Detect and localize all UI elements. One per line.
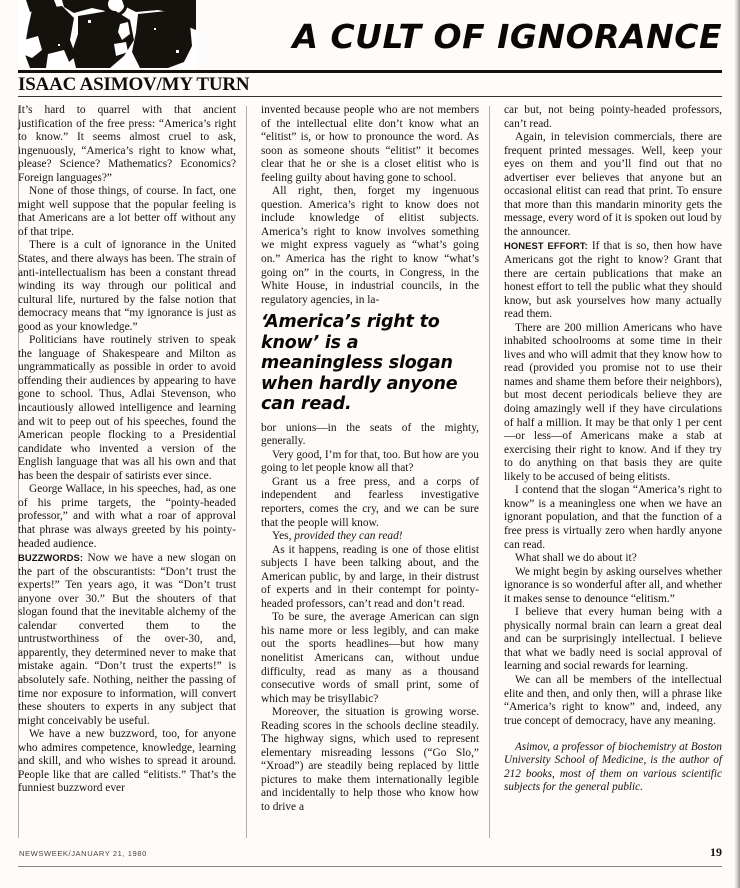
paragraph: It’s hard to quarrel with that ancient justification of the free press: “America’s right to know.” It seems almost cruel to ask, ingenuously, “America’s right to know what, please? Science? Mathematics? Economics? Foreign languages?” xyxy=(18,104,236,184)
paragraph: What shall we do about it? xyxy=(515,552,637,565)
text-column-1 xyxy=(18,104,236,844)
masthead-divider-top xyxy=(18,70,722,73)
paragraph: I believe that every human being with a physically normal brain can learn a great deal and can be surprisingly intellectual. I believe that what we badly need is social approval of learning and social rewards for learning. xyxy=(504,606,722,673)
paragraph: We have a new buzzword, too, for anyone who admires competence, knowledge, learning and skill, and who wishes to spread it around. People like that are called “elitists.” That’s the funniest buzzword ever xyxy=(18,728,236,795)
paragraph: Moreover, the situation is growing worse. Reading scores in the schools decline steadily. The highway signs, which used to represent elementary misreading lessons (“Go Slo,” “Xroad”) are steadily being replaced by little pictures to make them internationally legible and incidentally to help those who know how to drive a xyxy=(261,706,479,814)
column-3-paragraphs xyxy=(504,104,722,728)
paragraph: bor unions—in the seats of the mighty, generally. xyxy=(261,421,479,448)
paragraph: As it happens, reading is one of those elitist subjects I have been talking about, and the American public, by and large, in their distrust of experts and in their contempt for pointy-headed professors, can’t read and don’t read. xyxy=(261,543,479,610)
column-1-paragraphs xyxy=(18,104,236,796)
page-edge-shadow xyxy=(734,0,740,888)
page-number: 19 xyxy=(710,845,722,859)
paragraph: To be sure, the average American can sign his name more or less legibly, and can make out the sports headlines—but how many nonelitist Americans can, without undue difficulty, read as many as a thousand consecutive words of small print, some of which may be trisyllabic? xyxy=(261,611,479,705)
column-rule-2 xyxy=(489,106,490,838)
paragraph: None of those things, of course. In fact, one might well suppose that the popular feeling is that Americans are a lot better off without any of that tripe. xyxy=(18,185,236,238)
paragraph: Yes, provided they can read! xyxy=(272,530,403,543)
column-2-paragraphs-above-quote xyxy=(261,104,479,307)
paragraph: I contend that the slogan “America’s right to know” is a meaningless one when we have an ignorant population, and that the function of a free press is virtually zero when hardly anyone can read. xyxy=(504,484,722,551)
paragraph: BUZZWORDS: Now we have a new slogan on the part of the obscurantists: “Don’t trust the experts!” Ten years ago, it was “Don’t trust anyone over 30.” But the shouters of that slogan found that the inevitable alchemy of the calendar converted them to the untrustworthiness of the over-30, and, apparently, they determined never to make that mistake again. “Don’t trust the experts!” is absolutely safe. Nothing, neither the passing of time nor exposure to information, will convert these shouters to experts in any subject that might conceivably be useful. xyxy=(18,552,236,727)
paragraph: Politicians have routinely striven to speak the language of Shakespeare and Milton as ungrammatically as possible in order to avoid offending their audiences by appearing to have gone to school. Thus, Adlai Stevenson, who incautiously allowed intelligence and learning and wit to peep out of his speeches, found the American people flocking to a Presidential candidate who invented a version of the English language that was all his own and that has been the despair of satirists ever since. xyxy=(18,334,236,482)
paragraph: We might begin by asking ourselves whether ignorance is so wonderful after all, and whether it makes sense to denounce “elitism.” xyxy=(504,565,722,605)
article-body xyxy=(18,104,722,844)
column-2-paragraphs-below-quote xyxy=(261,422,479,815)
paragraph-leadin: BUZZWORDS: xyxy=(18,552,84,564)
paragraph: There are 200 million Americans who have inhabited schoolrooms at some time in their lives and who will admit that they know how to read (provided you promise not to use their names and shame them before their neighbors), but most decent periodicals believe they are doing amazingly well if they have circulations of half a million. It may be that only 1 per cent—or less—of Americans make a stab at exercising their right to know. And if they try to do anything on that basis they are quite likely to be accused of being elitists. xyxy=(504,321,722,483)
pull-quote: ‘America’s right to know’ is a meaningless slogan when hardly anyone can read. xyxy=(261,312,458,415)
paragraph: All right, then, forget my ingenuous question. America’s right to know does not include knowledge of elitist subjects. America’s right to know involves something we might express vaguely as “what’s going on.” America has the right to know “what’s going on” in the courts, in Congress, in the White House, in industrial councils, in the regulatory agencies, in la- xyxy=(261,185,479,306)
paragraph: Grant us a free press, and a corps of independent and fearless investigative reporters, comes the cry, and we can be sure that the people will know. xyxy=(261,475,479,529)
paragraph: George Wallace, in his speeches, had, as one of his prime targets, the “pointy-headed professor,” and with what a roar of approval that phrase was always greeted by his pointy-headed audience. xyxy=(18,483,236,550)
masthead xyxy=(18,0,722,68)
text-column-2 xyxy=(261,104,479,844)
publication-footer: NEWSWEEK/JANUARY 21, 1980 xyxy=(19,849,147,858)
author-bio: Asimov, a professor of biochemistry at Boston University School of Medicine, is the author of 212 books, most of them on various scientific subjects for the general public. xyxy=(504,741,722,794)
masthead-divider-bottom xyxy=(18,96,722,97)
column-rule-1b xyxy=(246,106,247,838)
portrait-halftone-icon xyxy=(18,0,196,68)
paragraph-leadin: HONEST EFFORT: xyxy=(504,240,588,252)
text-column-3 xyxy=(504,104,722,844)
paragraph: HONEST EFFORT: If that is so, then how have Americans got the right to know? Grant that there are certain publications that make an honest effort to tell the public what they should know, but ask yourselves how many actually read them. xyxy=(504,240,722,321)
paragraph: invented because people who are not members of the intellectual elite don’t know what an “elitist” is, or how to pronounce the word. As soon as someone shouts “elitist” it becomes clear that he or she is a closet elitist who is feeling guilty about having gone to school. xyxy=(261,104,479,184)
footer-divider xyxy=(18,866,722,867)
paragraph: We can all be members of the intellectual elite and then, and only then, will a phrase like “America’s right to know” and, indeed, any true concept of democracy, have any meaning. xyxy=(504,673,722,727)
column-byline: ISAAC ASIMOV/MY TURN xyxy=(18,74,250,95)
paragraph: Again, in television commercials, there are frequent printed messages. Well, keep your eyes on them and you’ll find out that no advertiser ever believes that anyone but an occasional elitist can read that print. To ensure that more than this mandarin minority gets the message, every word of it is spoken out loud by the announcer. xyxy=(504,131,722,238)
emphasis-text: provided they can read! xyxy=(294,530,403,543)
portrait-photo xyxy=(18,0,196,68)
page-title: A CULT OF IGNORANCE xyxy=(292,17,722,56)
paragraph: There is a cult of ignorance in the United States, and there always has been. The strain of anti-intellectualism has been a constant thread winding its way through our political and cultural life, nurtured by the false notion that democracy means that “my ignorance is just as good as your knowledge.” xyxy=(18,239,236,333)
paragraph: car but, not being pointy-headed professors, can’t read. xyxy=(504,104,722,130)
paragraph: Very good, I’m for that, too. But how are you going to let people know all that? xyxy=(261,448,479,475)
